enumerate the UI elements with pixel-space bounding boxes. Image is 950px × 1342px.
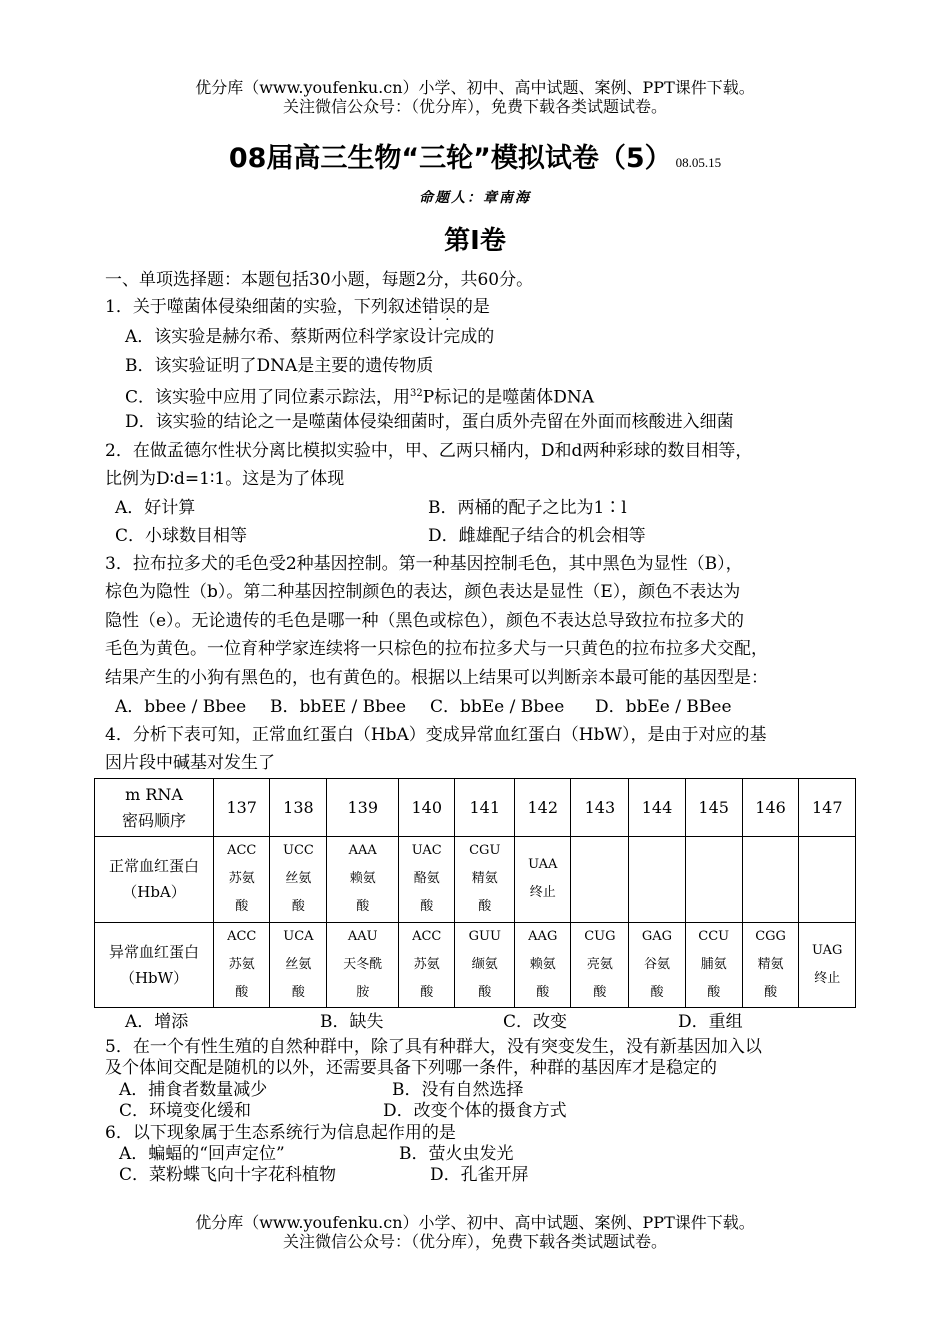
- col-header: 140: [399, 779, 455, 837]
- codon-cell: [515, 837, 571, 923]
- q1-emphasis-1: 错: [421, 297, 439, 317]
- q2-stem-line-1: 2．在做孟德尔性状分离比模拟实验中，甲、乙两只桶内，D和d两种彩球的数目相等，: [105, 441, 753, 461]
- codon: ACC: [412, 928, 442, 944]
- q2-stem-line-2: 比例为D∶d=1∶1。这是为了体现: [105, 469, 345, 489]
- col-header: 146: [742, 779, 799, 837]
- q1-isotope-superscript: 32: [410, 388, 423, 399]
- codon: CGU: [469, 843, 501, 859]
- codon-cell: [629, 922, 685, 1008]
- q4-option-b: B．缺失: [320, 1012, 384, 1032]
- amino-acid: 酸: [420, 984, 434, 1000]
- table-header-row: [95, 779, 856, 837]
- row-header-hbw: [95, 922, 214, 1008]
- footer-line-1: 优分库（www.youfenku.cn）小学、初中、高中试题、案例、PPT课件下载。: [195, 1213, 755, 1232]
- exam-title-main: 08届高三生物“三轮”模拟试卷（5）: [228, 143, 672, 174]
- codon: UCA: [283, 928, 314, 944]
- row-label-2: （HbA）: [122, 883, 186, 902]
- row-header-hba: [95, 837, 214, 923]
- codon-cell: [742, 837, 799, 923]
- exam-title: [0, 136, 950, 175]
- codon: CUG: [584, 928, 616, 944]
- q2-option-a: A．好计算: [115, 498, 196, 518]
- amino-acid: 酸: [291, 899, 305, 915]
- amino-acid: 酸: [235, 899, 249, 915]
- q5-option-a: A．捕食者数量减少: [119, 1080, 268, 1100]
- amino-acid: 缬氨: [471, 956, 498, 972]
- q4-stem-line-2: 因片段中碱基对发生了: [105, 753, 275, 773]
- codon: CCU: [698, 928, 730, 944]
- codon-cell: [629, 837, 685, 923]
- q6-option-a: A．蝙蝠的“回声定位”: [119, 1144, 285, 1164]
- amino-acid: 酸: [536, 984, 550, 1000]
- q1-option-c-text: C．该实验中应用了同位素示踪法，用: [125, 387, 411, 408]
- header-line-2: 关注微信公众号：（优分库），免费下载各类试题试卷。: [282, 97, 667, 116]
- q5-option-b: B．没有自然选择: [392, 1080, 524, 1100]
- col-header: 143: [571, 779, 629, 837]
- codon-cell: [455, 837, 515, 923]
- col-header: 147: [799, 779, 856, 837]
- amino-acid: 胺: [356, 984, 370, 1000]
- q5-option-c: C．环境变化缓和: [119, 1101, 252, 1121]
- codon-cell: [270, 922, 327, 1008]
- q5-stem-line-1: 5．在一个有性生殖的自然种群中，除了具有种群大，没有突变发生，没有新基因加入以: [105, 1037, 762, 1057]
- amino-acid: 天冬酰: [343, 956, 383, 972]
- col-header: 138: [270, 779, 327, 837]
- footer-line-2: 关注微信公众号：（优分库），免费下载各类试题试卷。: [282, 1232, 667, 1251]
- codon-cell: [399, 837, 455, 923]
- q6-option-b: B．萤火虫发光: [399, 1144, 514, 1164]
- q3-stem-line-1: 3．拉布拉多犬的毛色受2种基因控制。第一种基因控制毛色，其中黑色为显性（B），: [105, 554, 743, 574]
- volume-heading: 第Ⅰ卷: [444, 226, 506, 256]
- codon-cell: [742, 922, 799, 1008]
- q1-option-c: [125, 384, 594, 408]
- author-line: 命题人：章南海: [419, 190, 531, 206]
- q1-option-c-end: P标记的是噬菌体DNA: [422, 387, 594, 408]
- table-corner-cell: [95, 779, 214, 837]
- amino-acid: 酪氨: [413, 871, 440, 887]
- col-header: 137: [214, 779, 270, 837]
- codon-cell: [399, 922, 455, 1008]
- amino-acid: 酸: [291, 984, 305, 1000]
- codon: UAG: [812, 942, 843, 958]
- codon-cell: [799, 922, 856, 1008]
- amino-acid: 谷氨: [643, 956, 670, 972]
- q3-stem-line-2: 棕色为隐性（b）。第二种基因控制颜色的表达，颜色表达是显性（E），颜色不表达为: [105, 582, 741, 602]
- codon: UAA: [528, 857, 558, 873]
- codon: AAG: [528, 928, 558, 944]
- codon-cell: [685, 922, 742, 1008]
- amino-acid: 酸: [478, 899, 492, 915]
- section-heading: 一、单项选择题：本题包括30小题，每题2分，共60分。: [105, 270, 534, 290]
- amino-acid: 丝氨: [285, 871, 312, 887]
- col-header: 142: [515, 779, 571, 837]
- codon-table: [94, 778, 856, 1008]
- amino-acid: 酸: [420, 899, 434, 915]
- codon-cell: [214, 837, 270, 923]
- q1-option-b: B．该实验证明了DNA是主要的遗传物质: [125, 356, 434, 376]
- amino-acid: 苏氨: [228, 871, 255, 887]
- amino-acid: 酸: [593, 984, 607, 1000]
- amino-acid: 酸: [356, 899, 370, 915]
- amino-acid: 丝氨: [285, 956, 312, 972]
- table-row-hba: [95, 837, 856, 923]
- codon: ACC: [227, 928, 257, 944]
- row-label-1: 异常血红蛋白: [108, 942, 199, 961]
- codon: GAG: [641, 928, 673, 944]
- amino-acid: 酸: [650, 984, 664, 1000]
- q4-option-c: C．改变: [503, 1012, 568, 1032]
- q4-stem-line-1: 4．分析下表可知，正常血红蛋白（HbA）变成异常血红蛋白（HbW），是由于对应的基: [105, 725, 767, 745]
- codon-cell: [515, 922, 571, 1008]
- codon: AAA: [348, 843, 377, 859]
- q3-option-b: B．bbEE / Bbee: [270, 697, 407, 717]
- amino-acid: 终止: [529, 885, 556, 901]
- corner-label-2: 密码顺序: [121, 810, 186, 830]
- codon-cell: [327, 837, 399, 923]
- amino-acid: 赖氨: [349, 871, 376, 887]
- amino-acid: 酸: [235, 984, 249, 1000]
- q3-stem-line-3: 隐性（e）。无论遗传的毛色是哪一种（黑色或棕色），颜色不表达总导致拉布拉多犬的: [105, 611, 745, 631]
- amino-acid: 精氨: [757, 956, 784, 972]
- q1-emphasis-2: 误: [438, 297, 456, 317]
- amino-acid: 苏氨: [228, 956, 255, 972]
- codon: AAU: [347, 928, 378, 944]
- codon-cell: [455, 922, 515, 1008]
- codon: UCC: [283, 843, 314, 859]
- q4-option-d: D．重组: [678, 1012, 743, 1032]
- col-header: 144: [629, 779, 685, 837]
- q6-stem: 6．以下现象属于生态系统行为信息起作用的是: [105, 1123, 456, 1143]
- codon-cell: [327, 922, 399, 1008]
- exam-date: 08.05.15: [675, 155, 722, 170]
- q1-stem-text: 1．关于噬菌体侵染细菌的实验，下列叙述: [105, 297, 422, 317]
- amino-acid: 终止: [814, 970, 841, 986]
- table-row-hbw: [95, 922, 856, 1008]
- q1-option-d: D．该实验的结论之一是噬菌体侵染细菌时，蛋白质外壳留在外面而核酸进入细菌: [125, 412, 734, 432]
- q2-option-c: C．小球数目相等: [115, 526, 248, 546]
- col-header: 145: [685, 779, 742, 837]
- codon-cell: [685, 837, 742, 923]
- q6-option-c: C．菜粉蝶飞向十字花科植物: [119, 1165, 337, 1185]
- amino-acid: 脯氨: [700, 956, 727, 972]
- q5-stem-line-2: 及个体间交配是随机的以外，还需要具备下列哪一条件，种群的基因库才是稳定的: [105, 1058, 717, 1078]
- amino-acid: 亮氨: [586, 956, 613, 972]
- q3-option-c: C．bbEe / Bbee: [430, 697, 565, 717]
- row-label-2: （HbW）: [119, 968, 189, 987]
- q1-stem: [105, 297, 490, 317]
- q2-option-b: B．两桶的配子之比为1∶l: [428, 498, 627, 518]
- codon-cell: [799, 837, 856, 923]
- codon: UAC: [411, 843, 442, 859]
- amino-acid: 赖氨: [529, 956, 556, 972]
- q1-option-a: A．该实验是赫尔希、蔡斯两位科学家设计完成的: [125, 327, 495, 347]
- codon-cell: [571, 922, 629, 1008]
- codon: GUU: [468, 928, 501, 944]
- codon-cell: [571, 837, 629, 923]
- header-line-1: 优分库（www.youfenku.cn）小学、初中、高中试题、案例、PPT课件下载。: [195, 78, 755, 97]
- col-header: 141: [455, 779, 515, 837]
- codon-cell: [214, 922, 270, 1008]
- amino-acid: 精氨: [471, 871, 498, 887]
- q1-stem-end: 的是: [455, 297, 490, 317]
- row-label-1: 正常血红蛋白: [108, 857, 199, 876]
- corner-label-1: m RNA: [125, 784, 183, 804]
- q5-option-d: D．改变个体的摄食方式: [383, 1101, 567, 1121]
- codon: ACC: [227, 843, 257, 859]
- amino-acid: 酸: [707, 984, 721, 1000]
- q3-stem-line-5: 结果产生的小狗有黑色的，也有黄色的。根据以上结果可以判断亲本最可能的基因型是：: [105, 668, 768, 688]
- amino-acid: 苏氨: [413, 956, 440, 972]
- q2-option-d: D．雌雄配子结合的机会相等: [428, 526, 646, 546]
- col-header: 139: [327, 779, 399, 837]
- q3-option-a: A．bbee / Bbee: [115, 697, 247, 717]
- q3-stem-line-4: 毛色为黄色。一位育种学家连续将一只棕色的拉布拉多犬与一只黄色的拉布拉多犬交配，: [105, 639, 768, 659]
- amino-acid: 酸: [764, 984, 778, 1000]
- q3-option-d: D．bbEe / BBee: [595, 697, 732, 717]
- codon: CGG: [755, 928, 786, 944]
- q6-option-d: D．孔雀开屏: [430, 1165, 529, 1185]
- q4-option-a: A．增添: [125, 1012, 189, 1032]
- amino-acid: 酸: [478, 984, 492, 1000]
- codon-cell: [270, 837, 327, 923]
